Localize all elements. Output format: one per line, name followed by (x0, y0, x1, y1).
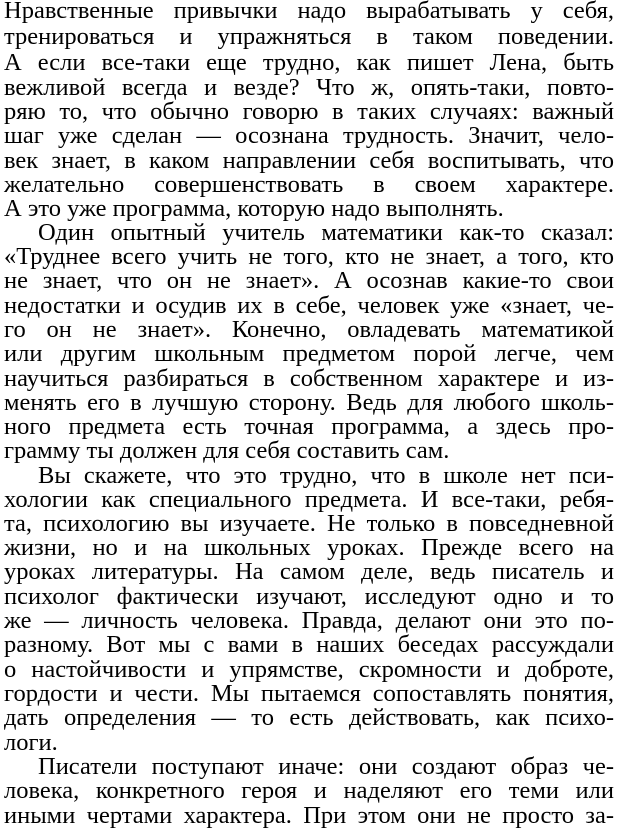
text-line: тренироваться и упражняться в таком поведении. (4, 23, 614, 50)
text-line: Нравственные привычки надо вырабатывать у себя, (4, 0, 614, 24)
text-line: же — личность человека. Правда, делают они это по- (4, 607, 614, 634)
text-line: разному. Вот мы с вами в наших беседах рассуждали (4, 631, 614, 658)
text-line: логи. (4, 729, 58, 756)
text-line: Писатели поступают иначе: они создают образ че- (38, 753, 614, 780)
text-line: желательно совершенствовать в своем характере. (4, 171, 614, 198)
text-line: вежливой всегда и везде? Что ж, опять-таки, повто- (4, 74, 614, 101)
text-line: ного предмета есть точная программа, а здесь про- (4, 413, 614, 440)
text-line: хологии как специального предмета. И все-таки, ребя- (4, 486, 614, 513)
text-line: го он не знает». Конечно, овладевать математикой (4, 316, 614, 343)
text-line: дать определения — то есть действовать, как психо- (4, 704, 614, 731)
text-line: грамму ты должен для себя составить сам. (4, 437, 450, 464)
text-line: менять его в лучшую сторону. Ведь для любого школь- (4, 389, 614, 416)
text-line: уроках литературы. На самом деле, ведь писатель и (4, 558, 614, 585)
text-line: «Труднее всего учить не того, кто не знает, а того, кто (4, 243, 614, 270)
text-line: научиться разбираться в собственном характере и из- (4, 365, 614, 392)
text-line: психолог фактически изучают, исследуют одно и то (4, 583, 614, 610)
text-line: о настойчивости и упрямстве, скромности и доброте, (4, 656, 614, 683)
text-line: А если все-таки еще трудно, как пишет Лена, быть (4, 49, 614, 76)
text-line: или другим школьным предметом порой легче, чем (4, 340, 614, 367)
text-line: гордости и чести. Мы пытаемся сопоставлять понятия, (4, 680, 614, 707)
text-line: А это уже программа, которую надо выполнять. (4, 195, 504, 222)
text-line: ряю то, что обычно говорю в таких случаях: важный (4, 98, 614, 125)
text-line: ловека, конкретного героя и наделяют его теми или (4, 777, 614, 804)
text-line: недостатки и осудив их в себе, человек уже «знает, че- (4, 292, 614, 319)
text-line: шаг уже сделан — осознана трудность. Значит, чело- (4, 122, 614, 149)
text-line: та, психологию вы изучаете. Не только в повседневной (4, 510, 614, 537)
text-line: Вы скажете, что это трудно, что в школе нет пси- (38, 462, 614, 489)
text-line: век знает, в каком направлении себя воспитывать, что (4, 147, 614, 174)
text-line: не знает, что он не знает». А осознав какие-то свои (4, 267, 614, 294)
text-line: иными чертами характера. При этом они не просто за- (4, 802, 614, 829)
text-line: жизни, но и на школьных уроках. Прежде всего на (4, 534, 614, 561)
text-line: Один опытный учитель математики как-то сказал: (38, 219, 614, 246)
